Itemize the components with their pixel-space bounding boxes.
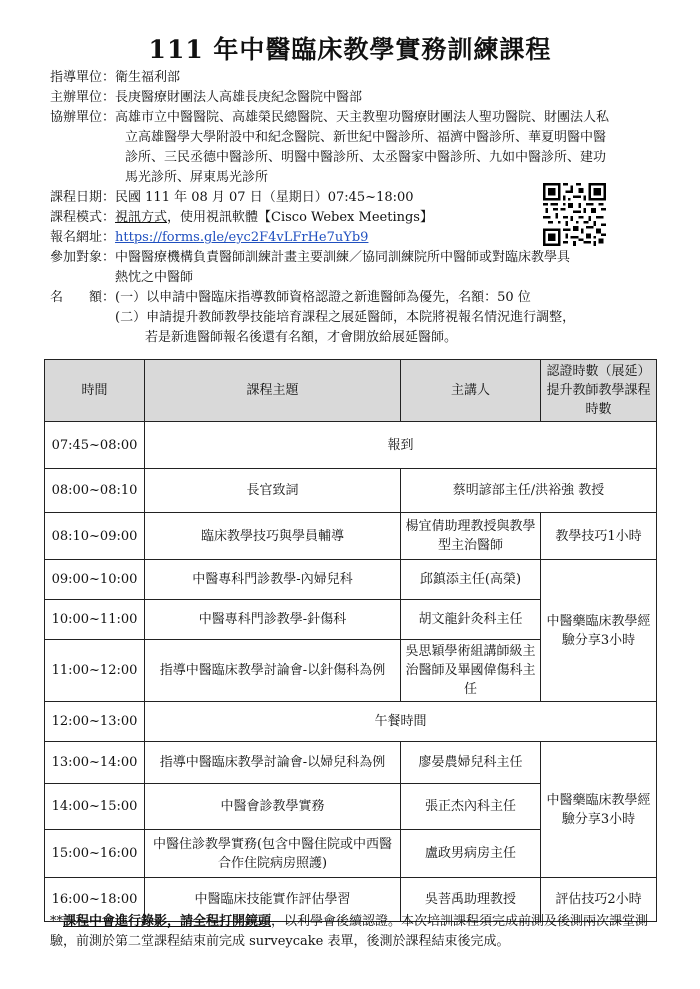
mode-emphasis: 視訊方式 [115, 210, 168, 225]
table-row [45, 513, 657, 560]
guide-row [50, 68, 609, 88]
topic-cell: 長官致詞 [145, 469, 401, 513]
co-label: 協辦單位： [50, 110, 116, 125]
footer-note [50, 912, 660, 952]
time-cell: 08:00~08:10 [45, 469, 145, 513]
time-cell: 11:00~12:00 [45, 640, 145, 702]
mode-label: 課程模式： [50, 210, 116, 225]
co-line: 立高雄醫學大學附設中和紀念醫院、新世紀中醫診所、福濟中醫診所、華夏明醫中醫 [125, 130, 607, 145]
qr-code [543, 183, 606, 246]
hours-cell: 中醫藥臨床教學經驗分享3小時 [541, 742, 657, 878]
target-label: 參加對象： [50, 250, 116, 265]
date-value: 民國 111 年 08 月 07 日（星期日）07:45~18:00 [115, 190, 414, 205]
time-cell: 10:00~11:00 [45, 600, 145, 640]
guide-label: 指導單位： [50, 70, 116, 85]
host-row [50, 88, 609, 108]
time-cell: 15:00~16:00 [45, 830, 145, 878]
target-row [50, 248, 609, 288]
time-cell: 08:10~09:00 [45, 513, 145, 560]
quota-line: 若是新進醫師報名後還有名額，才會開放給展延醫師。 [145, 330, 458, 345]
table-row [45, 422, 657, 469]
footer-emphasis: 課程中會進行錄影，請全程打開鏡頭 [63, 914, 272, 929]
registration-link[interactable]: https://forms.gle/eyc2F4vLFrHe7uYb9 [115, 230, 369, 245]
url-row [50, 228, 609, 248]
co-line: 馬光診所、屏東馬光診所 [125, 170, 269, 185]
target-line: 熱忱之中醫師 [115, 270, 194, 285]
target-line: 中醫醫療機構負責醫師訓練計畫主要訓練／協同訓練院所中醫師或對臨床教學具 [115, 250, 571, 265]
time-cell: 14:00~15:00 [45, 784, 145, 830]
co-line: 診所、三民丞德中醫診所、明醫中醫診所、太丞醫家中醫診所、九如中醫診所、建功 [125, 150, 607, 165]
date-label: 課程日期： [50, 190, 116, 205]
speaker-cell: 張正杰內科主任 [401, 784, 541, 830]
speaker-cell: 蔡明諺部主任/洪裕強 教授 [401, 469, 657, 513]
quota-line: (二）申請提升教師教學技能培育課程之展延醫師，本院將視報名情況進行調整， [115, 310, 576, 325]
header-speaker: 主講人 [401, 360, 541, 422]
topic-cell: 中醫臨床技能實作評估學習 [145, 878, 401, 922]
table-row [45, 742, 657, 784]
time-cell: 07:45~08:00 [45, 422, 145, 469]
footer-rest: ，以利學會後續認證。本次培訓課程須完成前測及後測兩次課堂測驗，前測於第二堂課程結束前完成 surveycake 表單，後測於課程結束後完成。 [50, 914, 649, 949]
time-cell: 13:00~14:00 [45, 742, 145, 784]
header-time: 時間 [45, 360, 145, 422]
mode-row [50, 208, 609, 228]
hours-cell: 中醫藥臨床教學經驗分享3小時 [541, 560, 657, 702]
url-label: 報名網址： [50, 230, 116, 245]
header-hours: 認證時數（展延）提升教師教學課程時數 [541, 360, 657, 422]
co-line: 高雄市立中醫醫院、高雄榮民總醫院、天主教聖功醫療財團法人聖功醫院、財團法人私 [115, 110, 610, 125]
host-label: 主辦單位： [50, 90, 116, 105]
topic-cell: 中醫專科門診教學-內婦兒科 [145, 560, 401, 600]
table-row [45, 469, 657, 513]
date-row [50, 188, 609, 208]
speaker-cell: 吳思穎學術組講師級主治醫師及畢國偉傷科主任 [401, 640, 541, 702]
guide-value: 衛生福利部 [115, 70, 181, 85]
topic-cell: 指導中醫臨床教學討論會-以針傷科為例 [145, 640, 401, 702]
speaker-cell: 盧政男病房主任 [401, 830, 541, 878]
table-row [45, 560, 657, 600]
topic-cell: 中醫住診教學實務(包含中醫住院或中西醫合作住院病房照護) [145, 830, 401, 878]
page-title: 111 年中醫臨床教學實務訓練課程 [148, 35, 552, 64]
quota-row [50, 288, 609, 348]
speaker-cell: 楊宜倩助理教授與教學型主治醫師 [401, 513, 541, 560]
header-topic: 課程主題 [145, 360, 401, 422]
mode-rest: ，使用視訊軟體【Cisco Webex Meetings】 [167, 210, 433, 225]
topic-cell: 報到 [145, 422, 657, 469]
target-value [115, 248, 570, 288]
quota-value [115, 288, 575, 348]
speaker-cell: 吳菩禹助理教授 [401, 878, 541, 922]
time-cell: 12:00~13:00 [45, 702, 145, 742]
footer-stars: ** [50, 914, 63, 929]
host-value: 長庚醫療財團法人高雄長庚紀念醫院中醫部 [115, 90, 363, 105]
hours-cell: 教學技巧1小時 [541, 513, 657, 560]
time-cell: 16:00~18:00 [45, 878, 145, 922]
table-header-row [45, 360, 657, 422]
topic-cell: 午餐時間 [145, 702, 657, 742]
speaker-cell: 廖晏農婦兒科主任 [401, 742, 541, 784]
quota-line: (一）以申請中醫臨床指導教師資格認證之新進醫師為優先，名額：50 位 [115, 290, 531, 305]
table-row [45, 702, 657, 742]
schedule-table [44, 359, 657, 922]
hours-cell: 評估技巧2小時 [541, 878, 657, 922]
topic-cell: 中醫會診教學實務 [145, 784, 401, 830]
co-value [115, 108, 609, 188]
co-row [50, 108, 609, 188]
mode-value [115, 208, 433, 228]
topic-cell: 指導中醫臨床教學討論會-以婦兒科為例 [145, 742, 401, 784]
time-cell: 09:00~10:00 [45, 560, 145, 600]
topic-cell: 臨床教學技巧與學員輔導 [145, 513, 401, 560]
topic-cell: 中醫專科門診教學-針傷科 [145, 600, 401, 640]
info-block [50, 68, 609, 348]
speaker-cell: 邱鎮添主任(高榮) [401, 560, 541, 600]
quota-label: 名 額： [50, 290, 116, 305]
speaker-cell: 胡文龍針灸科主任 [401, 600, 541, 640]
